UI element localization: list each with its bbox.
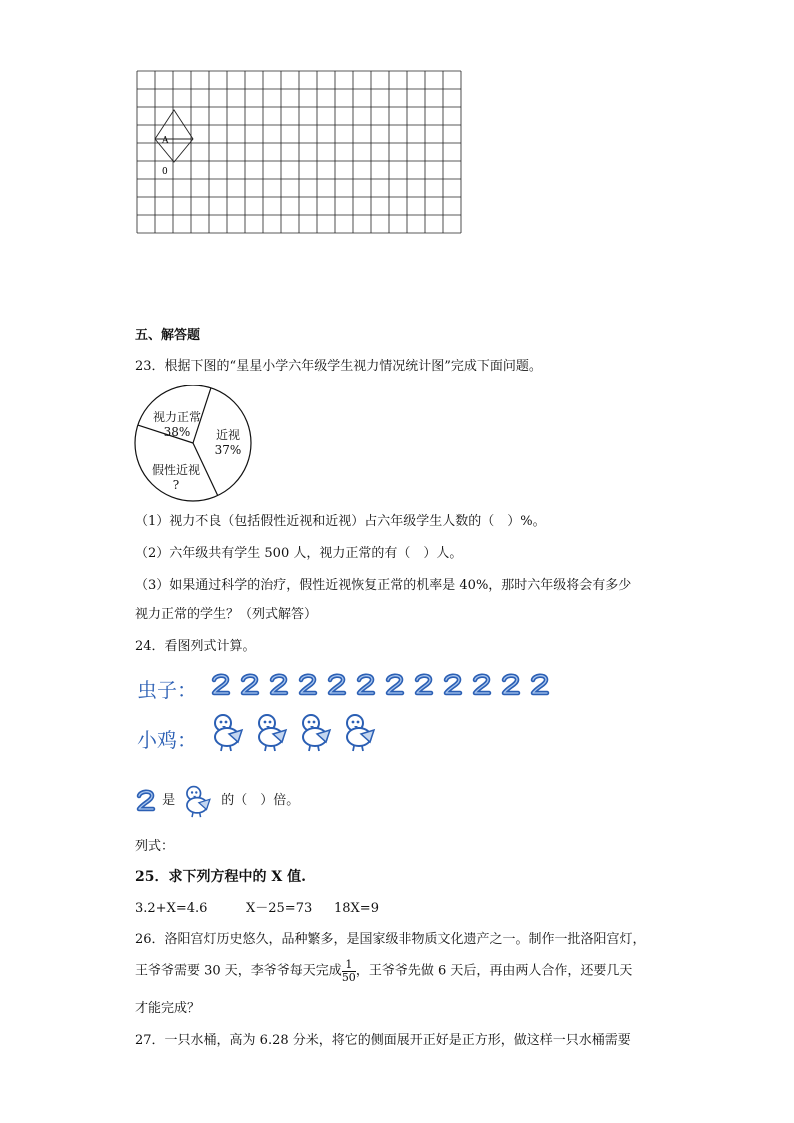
q24-intro: 24．看图列式计算。 bbox=[135, 639, 256, 654]
q23-part3-line1: （3）如果通过科学的治疗，假性近视恢复正常的机率是 40%，那时六年级将会有多少 bbox=[135, 578, 632, 593]
grid-figure bbox=[136, 70, 464, 236]
worm-icon bbox=[529, 672, 551, 702]
chick-icon bbox=[180, 784, 216, 818]
q26-line2 bbox=[135, 959, 632, 991]
q23-intro: 23．根据下图的“星星小学六年级学生视力情况统计图”完成下面问题。 bbox=[135, 359, 542, 374]
worm-icon bbox=[384, 672, 406, 702]
chick-icon bbox=[254, 712, 290, 756]
formula-label: 列式： bbox=[135, 839, 175, 854]
q26-line1: 26．洛阳宫灯历史悠久，品种繁多，是国家级非物质文化遗产之一。制作一批洛阳宫灯， bbox=[135, 932, 646, 947]
pie-label-myopia: 近视 37% bbox=[214, 428, 242, 457]
q23-part3-line2: 视力正常的学生？（列式解答） bbox=[135, 607, 318, 622]
worm-icon bbox=[355, 672, 377, 702]
section-title: 五、解答题 bbox=[135, 328, 201, 343]
compare-rest: 的（ ）倍。 bbox=[221, 793, 300, 808]
worm-icon bbox=[442, 672, 464, 702]
chick-row bbox=[210, 712, 410, 756]
point-o-label: 0 bbox=[162, 167, 168, 177]
worm-icon bbox=[326, 672, 348, 702]
q26-line2-part-b: ，王爷爷先做 6 天后，再由两人合作，还要几天 bbox=[355, 963, 633, 979]
worm-icon bbox=[297, 672, 319, 702]
fraction-one-fiftieth: $\frac{1}{50}$ bbox=[341, 958, 356, 984]
q24-compare-line bbox=[135, 784, 299, 816]
chicks-label: 小鸡： bbox=[137, 728, 197, 752]
q23-part1: （1）视力不良（包括假性近视和近视）占六年级学生人数的（ ）%。 bbox=[135, 514, 546, 529]
worm-icon bbox=[210, 672, 232, 702]
worms-label: 虫子： bbox=[137, 678, 197, 702]
kite-shape bbox=[155, 110, 193, 162]
equation-3: 18X=9 bbox=[334, 901, 379, 916]
worm-icon bbox=[413, 672, 435, 702]
worm-icon bbox=[135, 789, 157, 813]
q25-title: 25．求下列方程中的 X 值. bbox=[135, 869, 306, 885]
worm-icon bbox=[268, 672, 290, 702]
equation-1: 3.2+X=4.6 bbox=[135, 901, 208, 916]
q23-part2: （2）六年级共有学生 500 人，视力正常的有（ ）人。 bbox=[135, 546, 463, 561]
q26-line3: 才能完成？ bbox=[135, 1001, 201, 1016]
pie-label-pseudo: 假性近视 ? bbox=[151, 463, 200, 492]
chick-icon bbox=[210, 712, 246, 756]
compare-shi: 是 bbox=[162, 793, 176, 808]
pie-label-normal: 视力正常 38% bbox=[152, 410, 201, 439]
point-a-label: A bbox=[162, 136, 169, 146]
worm-icon bbox=[500, 672, 522, 702]
worm-icon bbox=[471, 672, 493, 702]
q26-line2-part-a: 王爷爷需要 30 天，李爷爷每天完成 bbox=[135, 963, 342, 979]
equation-2: X－25=73 bbox=[246, 901, 313, 916]
chick-icon bbox=[298, 712, 334, 756]
worm-icon bbox=[239, 672, 261, 702]
worm-row bbox=[210, 672, 580, 702]
q27-line1: 27．一只水桶，高为 6.28 分米，将它的侧面展开正好是正方形，做这样一只水桶需要 bbox=[135, 1033, 631, 1048]
chick-icon bbox=[342, 712, 378, 756]
